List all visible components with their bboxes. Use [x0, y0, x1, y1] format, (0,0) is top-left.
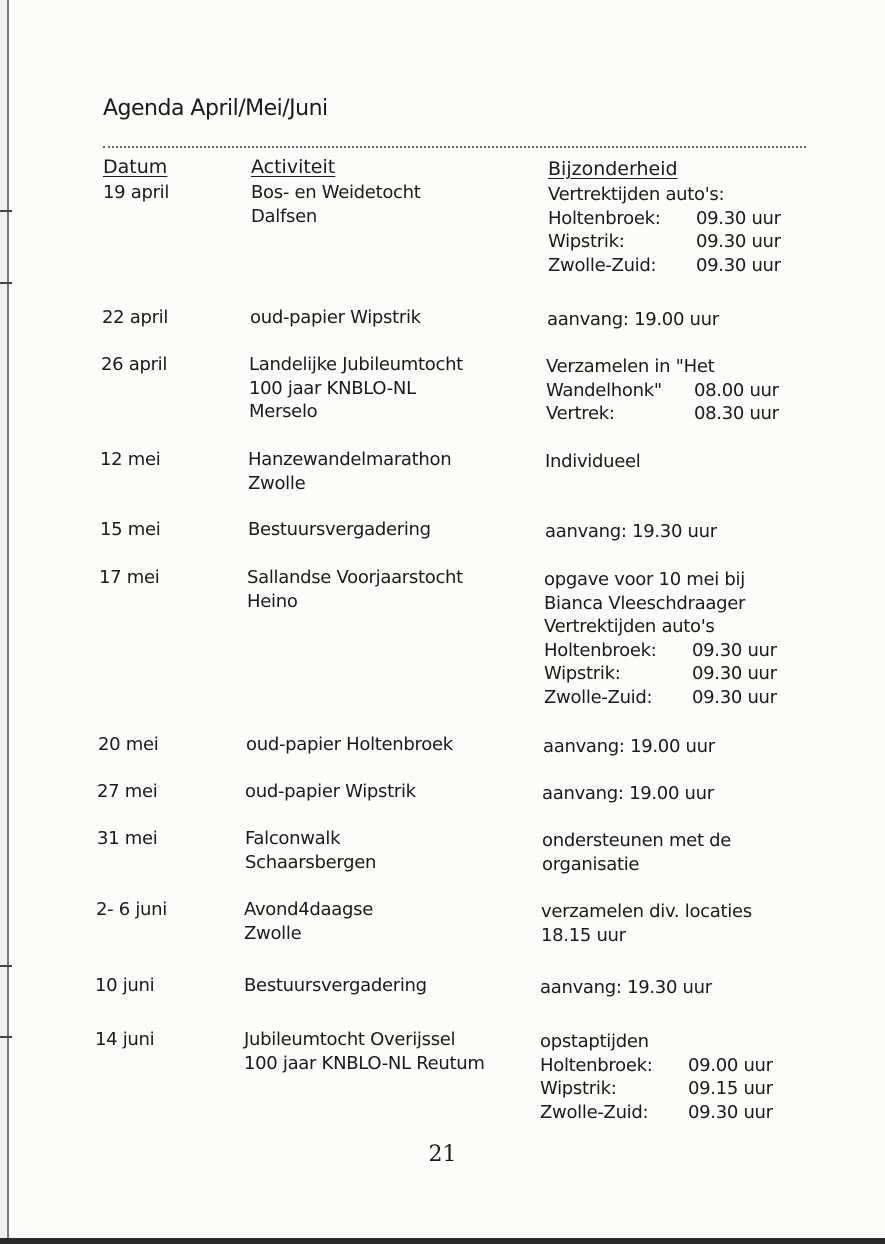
activity-line: Heino — [247, 590, 298, 612]
row-date: 31 mei — [97, 828, 158, 849]
binding-stitch — [0, 282, 12, 284]
time-location: Holtenbroek: — [544, 639, 657, 661]
row-activity — [245, 827, 376, 874]
row-details — [542, 782, 714, 806]
details-line: aanvang: 19.00 uur — [543, 736, 715, 757]
time-entry — [540, 1077, 773, 1101]
row-activity — [248, 518, 431, 542]
activity-line: Schaarsbergen — [245, 851, 377, 873]
row-details — [544, 568, 777, 709]
time-location: Wandelhonk" — [546, 379, 662, 401]
row-date: 15 mei — [100, 519, 161, 540]
row-date: 26 april — [101, 354, 168, 375]
activity-line: Zwolle — [244, 922, 302, 944]
time-entry — [544, 639, 777, 663]
details-line: organisatie — [542, 853, 640, 875]
time-location: Zwolle-Zuid: — [548, 254, 657, 276]
row-activity — [249, 353, 463, 424]
row-details — [543, 735, 715, 759]
time-entry — [548, 207, 781, 231]
activity-line: Bos- en Weidetocht — [251, 182, 421, 203]
row-date: 2- 6 juni — [96, 899, 167, 920]
row-details — [541, 900, 752, 947]
activity-line: Jubileumtocht Overijssel — [244, 1029, 456, 1050]
page-binding — [0, 0, 9, 1244]
time-value: 09.30 uur — [692, 639, 777, 661]
details-line: ondersteunen met de — [542, 830, 732, 851]
header-date: Datum — [103, 156, 168, 178]
row-activity — [248, 448, 451, 495]
row-details — [547, 308, 719, 332]
time-value: 09.00 uur — [688, 1054, 773, 1076]
details-line: aanvang: 19.00 uur — [542, 783, 714, 804]
binding-stitch — [0, 210, 12, 212]
activity-line: oud-papier Wipstrik — [250, 307, 421, 328]
details-line: aanvang: 19.00 uur — [547, 309, 719, 330]
time-entry — [546, 379, 779, 403]
time-value: 08.00 uur — [694, 379, 779, 401]
details-line: aanvang: 19.30 uur — [545, 521, 717, 542]
activity-line: Bestuursvergadering — [244, 975, 427, 996]
row-details — [545, 520, 717, 544]
details-line: 18.15 uur — [541, 924, 626, 946]
details-line: Verzamelen in "Het — [546, 356, 715, 377]
row-date: 19 april — [103, 182, 170, 203]
page-title: Agenda April/Mei/Juni — [103, 96, 328, 121]
activity-line: Zwolle — [248, 472, 306, 494]
time-value: 09.15 uur — [688, 1078, 773, 1099]
time-entry — [540, 1101, 773, 1125]
binding-stitch — [0, 965, 12, 967]
row-activity — [244, 898, 373, 945]
activity-line: Avond4daagse — [244, 899, 373, 920]
time-location: Wipstrik: — [540, 1078, 617, 1099]
time-value: 09.30 uur — [696, 207, 781, 229]
row-details — [546, 355, 779, 426]
details-line: Individueel — [545, 451, 641, 472]
row-date: 27 mei — [97, 781, 158, 802]
time-entry — [546, 402, 779, 426]
activity-line: Sallandse Voorjaarstocht — [247, 567, 463, 588]
activity-line: 100 jaar KNBLO-NL — [249, 377, 416, 399]
time-entry — [540, 1054, 773, 1078]
row-activity — [250, 306, 421, 330]
details-line: aanvang: 19.30 uur — [540, 977, 712, 998]
row-activity — [244, 1028, 485, 1075]
time-location: Wipstrik: — [544, 663, 621, 684]
time-location: Wipstrik: — [548, 231, 625, 252]
time-value: 09.30 uur — [696, 254, 781, 276]
row-date: 14 juni — [95, 1029, 155, 1050]
row-activity — [246, 733, 453, 757]
row-activity — [245, 780, 416, 804]
details-line: opstaptijden — [540, 1031, 649, 1052]
row-date: 12 mei — [100, 449, 161, 470]
row-details — [545, 450, 640, 474]
time-location: Zwolle-Zuid: — [540, 1101, 649, 1123]
time-location: Holtenbroek: — [548, 207, 661, 229]
page-bottom-edge — [0, 1238, 885, 1244]
activity-line: Merselo — [249, 401, 318, 422]
row-details — [548, 183, 781, 277]
details-line: Vertrektijden auto's: — [548, 184, 725, 205]
activity-line: 100 jaar KNBLO-NL Reutum — [244, 1052, 485, 1074]
time-value: 09.30 uur — [696, 231, 781, 252]
details-line: Bianca Vleeschdraager — [544, 592, 746, 614]
time-entry — [548, 230, 781, 254]
row-activity — [247, 566, 463, 613]
time-value: 09.30 uur — [692, 663, 777, 684]
page-number: 21 — [428, 1142, 457, 1167]
row-date: 17 mei — [99, 567, 160, 588]
activity-line: Dalfsen — [251, 205, 317, 227]
activity-line: Hanzewandelmarathon — [248, 449, 452, 470]
details-line: opgave voor 10 mei bij — [544, 569, 745, 590]
time-location: Holtenbroek: — [540, 1054, 653, 1076]
row-date: 20 mei — [98, 734, 159, 755]
row-date: 22 april — [102, 307, 169, 328]
row-activity — [251, 181, 421, 228]
row-activity — [244, 974, 427, 998]
details-line: verzamelen div. locaties — [541, 901, 752, 922]
activity-line: Landelijke Jubileumtocht — [249, 354, 463, 375]
details-line: Vertrektijden auto's — [544, 616, 715, 637]
time-value: 09.30 uur — [692, 686, 777, 708]
time-value: 09.30 uur — [688, 1101, 773, 1123]
row-details — [540, 1030, 773, 1124]
row-details — [540, 976, 712, 1000]
title-divider — [103, 146, 806, 148]
header-details: Bijzonderheid — [548, 158, 678, 180]
time-entry — [544, 686, 777, 710]
time-location: Vertrek: — [546, 403, 615, 424]
activity-line: Bestuursvergadering — [248, 519, 431, 540]
activity-line: Falconwalk — [245, 828, 341, 849]
time-location: Zwolle-Zuid: — [544, 686, 653, 708]
row-details — [542, 829, 731, 876]
time-entry — [544, 662, 777, 686]
row-date: 10 juni — [95, 975, 155, 996]
time-value: 08.30 uur — [694, 403, 779, 424]
activity-line: oud-papier Holtenbroek — [246, 734, 453, 755]
time-entry — [548, 254, 781, 278]
header-activity: Activiteit — [251, 156, 336, 178]
binding-stitch — [0, 1036, 12, 1038]
activity-line: oud-papier Wipstrik — [245, 781, 416, 802]
